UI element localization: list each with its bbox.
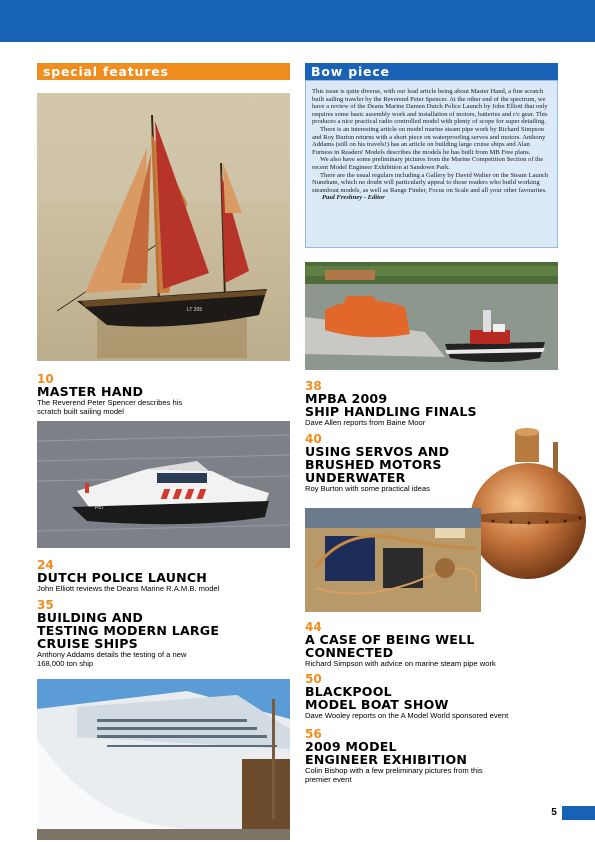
article-title: A CASE OF BEING WELL [305,632,475,647]
ship-handling-pool-photo [305,262,558,370]
article-number: 35 [37,598,54,612]
article-number: 56 [305,727,322,741]
article-description: Dave Allen reports from Baine Moor [305,418,426,427]
article-title: CONNECTED [305,645,394,660]
steam-pipe-work-photo [305,508,481,612]
article-title: SHIP HANDLING FINALS [305,404,477,419]
article-35[interactable] [37,599,290,668]
article-56[interactable] [305,728,558,784]
article-50[interactable] [305,673,558,720]
cruise-ship-photo [37,679,290,840]
article-description: 168,000 ton ship [37,659,94,668]
article-description: Roy Burton with some practical ideas [305,484,430,493]
special-features-heading: special features [37,63,290,80]
article-number: 24 [37,558,54,572]
article-title: BUILDING AND [37,610,144,625]
article-title: MPBA 2009 [305,391,388,406]
article-title: USING SERVOS AND [305,444,450,459]
editorial-paragraph: This issue is quite diverse, with our lead article being about Master Hand, a fine scratch built sailing trawler by the Reverend Peter Spencer. At the other end of the spectrum, we have a review of the Deans Marine Damen Dutch Police Launch by John Elliott that only requires some basic assembly work and installation of motors, batteries and r/c gear. This produces a nice practical radio controlled model with plenty of scope for super detailing. [312,88,548,126]
copper-sphere-photo [463,426,593,581]
editorial-paragraph: We also have some preliminary pictures from the Marine Competition Section of the recent Model Engineer Exhibition at Sandown Park. [312,156,544,171]
editorial-paragraph: There are the usual regulars including a Gallery by David Walter on the Steam Launch Nuneham, which no doubt will particularly appeal to those readers who build working steamboat models, as well as Range Finder, Focus on Scale and all your other favourites. [312,171,549,194]
article-description: Richard Simpson with advice on marine steam pipe work [305,659,496,668]
article-40[interactable] [305,433,480,493]
article-description: Dave Wooley reports on the A Model World sponsored event [305,711,509,720]
article-number: 38 [305,379,322,393]
police-launch-photo [37,421,290,548]
bow-piece-heading: Bow piece [305,63,558,80]
article-44[interactable] [305,621,558,668]
article-number: 50 [305,672,322,686]
article-title: DUTCH POLICE LAUNCH [37,570,208,585]
editorial-paragraph: There is an interesting article on model marine steam pipe work by Richard Simpson and Roy Burton returns with a short piece on waterproofing servos and motors. Anthony Addams (still on his travels!) has an article on building large cruise ships and Alan Furness in Readers' Models describes the models he has built from MB Free plans. [312,125,546,156]
sailing-trawler-photo [37,93,290,361]
bow-piece-editorial [305,80,558,248]
article-24[interactable] [37,559,290,593]
article-38[interactable] [305,380,558,427]
article-number: 40 [305,432,322,446]
article-description: scratch built sailing model [37,407,124,416]
page-number-tab [562,806,595,820]
article-title: BRUSHED MOTORS [305,457,442,472]
article-title: MODEL BOAT SHOW [305,697,449,712]
article-title: BLACKPOOL [305,684,392,699]
article-description: Colin Bishop with a few preliminary pictures from this [305,766,483,775]
article-description: Anthony Addams details the testing of a new [37,650,187,659]
launch-hull-marking: P57 [95,505,104,511]
article-number: 44 [305,620,322,634]
article-description: premier event [305,775,352,784]
page-number: 5 [551,807,557,818]
article-title: UNDERWATER [305,470,406,485]
top-color-bar [0,0,595,42]
article-title: 2009 MODEL [305,739,397,754]
article-title: TESTING MODERN LARGE [37,623,220,638]
editor-signature: Paul Freshney - Editor [322,194,385,202]
article-title: CRUISE SHIPS [37,636,138,651]
article-10[interactable] [37,373,290,416]
article-title: MASTER HAND [37,384,144,399]
article-title: ENGINEER EXHIBITION [305,752,468,767]
article-description: John Elliott reviews the Deans Marine R.A.M.B. model [37,584,220,593]
article-description: The Reverend Peter Spencer describes his [37,398,183,407]
article-number: 10 [37,372,54,386]
boat-hull-marking: LT 205 [187,307,203,313]
